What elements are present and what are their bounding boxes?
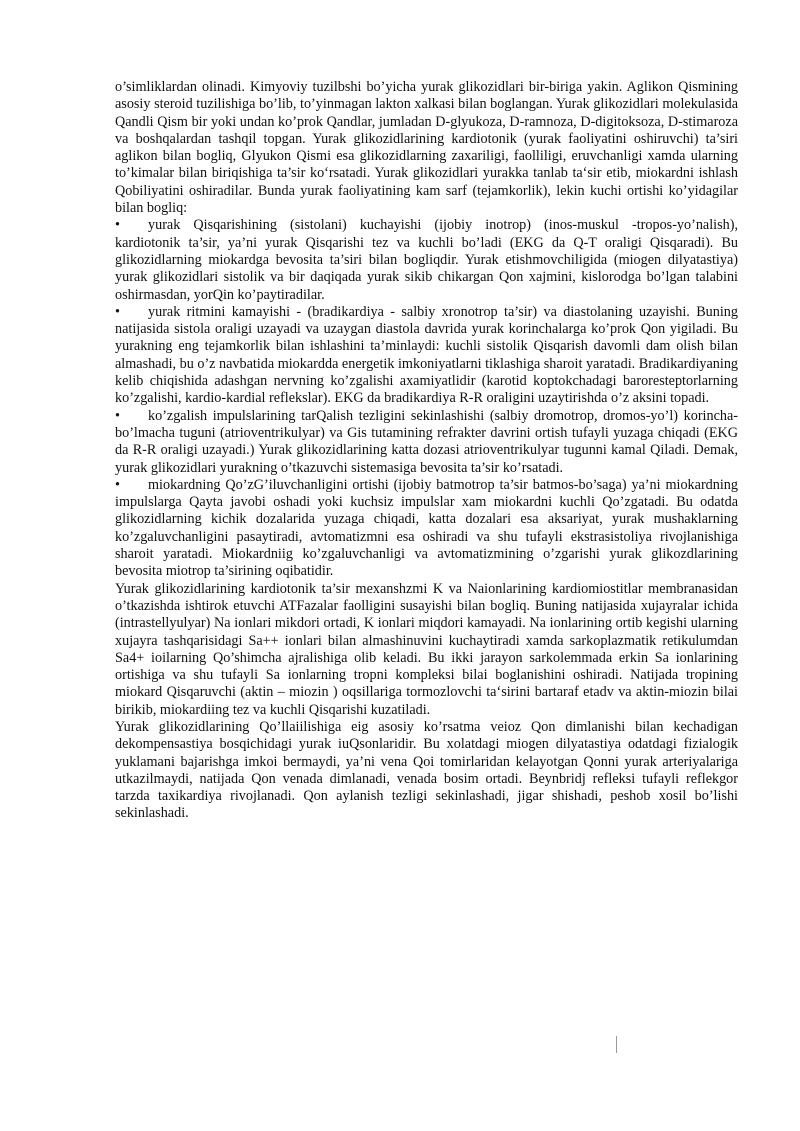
bullet-marker: •: [115, 476, 120, 493]
bullet-item-xronotrop: [115, 304, 738, 408]
document-text-body: [115, 79, 738, 823]
bullet-text: ko’zgalish impulslarining tarQalish tezligini sekinlashishi (salbiy dromotrop, dromos-yo’l) korincha-bo’lmacha tuguni (atrioventrikulyar) va Gis tutamining refrakter davrini ortish tufayli yuzaga chiqadi (EKG da R-R oraligi uzayadi.) Yurak glikozidlarining katta dozasi atrioventrikulyar tugunni kamal Qiladi. Demak, yurak glikozidlari yurakning o’tkazuvchi sistemasiga bevosita ta’sir ko’rsatadi.: [115, 407, 738, 476]
paragraph-mechanism: Yurak glikozidlarining kardiotonik ta’sir mexanshzmi K va Naionlarining kardiomiostitlar membranasidan o’tkazishda ishtirok etuvchi ATFazalar faolligini susayishi bilan bogliq. Buning natijasida xujayralar ichida (intrastellyulyar) Na ionlari mikdori ortadi, K ionlari miqdori kamayadi. Na ionlarining ortib kegishi ularning xujayra tashqarisidagi Sa++ ionlari bilan almashinuvini kuchaytiradi xamda sarkoplazmatik retikulumdan Sa4+ ioilarning Qo’shimcha ajralishiga olib keladi. Bu ikki jarayon sarkolemmada erkin Sa ionlarining ortishiga va shu tufayli Sa ionlarning tropni kompleksi bilai boglanishini oshiradi. Natijada tropining miokard Qisqaruvchi (aktin – miozin ) oqsillariga tormozlovchi ta‘sirini bartaraf etadv va aktin-miozin bilai birikib, miokardiing tez va kuchli Qisqarishi kuzatiladi.: [115, 580, 738, 718]
bullet-item-batmotrop: [115, 477, 738, 581]
page-number-marker: [616, 1036, 617, 1053]
bullet-item-dromotrop: [115, 408, 738, 477]
bullet-marker: •: [115, 217, 120, 234]
bullet-text: yurak Qisqarishining (sistolani) kuchayishi (ijobiy inotrop) (inos-muskul -tropos-yo’nalish), kardiotonik ta’sir, ya’ni yurak Qisqarishi tez va kuchli bo’ladi (EKG da Q-T oraligi Qisqaradi). Bu glikozidlarning miokardga bevosita ta’siri bilan bogliqdir. Yurak etishmovchiligida (miogen dilyatastiya) yurak glikozidlari sistolik va bir daqiqada yurak sikib chikargan Qon xajmini, kislorodga bo’lgan talabini oshirmasdan, yorQin ko’paytiradilar.: [115, 217, 738, 303]
bullet-marker: •: [115, 407, 120, 424]
bullet-item-inotrop: [115, 217, 738, 303]
paragraph-indications: Yurak glikozidlarining Qo’llaiilishiga eig asosiy ko’rsatma veioz Qon dimlanishi bilan kechadigan dekompensastiya bosqichidagi yurak iuQsonlaridir. Bu xolatdagi miogen dilyatastiya odatdagi fizialogik yuklamani bajarishga imkoi bermaydi, ya’ni vena Qoi tomirlaridan kelayotgan Qonni yurak arteriyalariga utkazilmaydi, natijada Qon venada dimlanadi, venada bosim ortadi. Beynbridj refleksi tufayli reflekgor tarzda taxikardiya rivojlanadi. Qon aylanish tezligi sekinlashadi, jigar shishadi, peshob xosil bo’lishi sekinlashadi.: [115, 718, 738, 822]
bullet-marker: •: [115, 303, 120, 320]
bullet-text: miokardning Qo’zG’iluvchanligini ortishi (ijobiy batmotrop ta’sir batmos-bo’saga) ya’ni miokardning impulslarga Qayta javobi oshadi yoki kuchsiz impulslar xam miokardni kuchli Qo’zgatadi. Bu odatda glikozidlarning kichik dozalarida yuzaga chiqadi, katta dozalari esa aksariyat, yurak mushaklarning ko’zgaluvchanligini pasaytiradi, avtomatizmni esa oshiradi va shu tufayli ekstrasistoliya rivojlanishiga sharoit yaratadi. Miokardniig ko’zgaluvchanligi va avtomatizmining o’zgarishi yurak glikozdlarining bevosita miotrop ta’sirining oqibatidir.: [115, 476, 738, 580]
bullet-text: yurak ritmini kamayishi - (bradikardiya - salbiy xronotrop ta’sir) va diastolaning uzayishi. Buning natijasida sistola oraligi uzayadi va uzaygan diastola davrida yurak korinchalarga ko’prok Qon yigiladi. Bu yurakning eng tejamkorlik bilan ishlashini ta’minlaydi: kuchli sistolik Qisqarish davomli dam olish bilan almashadi, bu o’z navbatida miokardda energetik imkoniyatlarni tiklashiga sharoit yaratadi. Bradikardiyaning kelib chiqishida adashgan nervning ko’zgalishi axamiyatlidir (karotid koptokchadagi baroresteptorlarning ko’zgalishi, kardio-kardial reflekslar). EKG da bradikardiya R-R oraligini uzaytirishda o’z aksini topadi.: [115, 303, 739, 407]
paragraph-intro: o’simliklardan olinadi. Kimyoviy tuzilbshi bo’yicha yurak glikozidlari bir-biriga yakin. Aglikon Qismining asosiy steroid tuzilishiga bo’lib, to’yinmagan lakton xalkasi bilan boglangan. Yurak glikozidlari molekulasida Qandli Qism bir yoki undan ko’prok Qandlar, jumladan D-glyukoza, D-ramnoza, D-digitoksoza, D-stimaroza va boshqalardan tashqil topgan. Yurak glikozidlarining kardiotonik (yurak faoliyatini oshiruvchi) ta’siri aglikon bilan bogliq, Glyukon Qismi esa glikozidlarning zaxariligi, faolliligi, eruvchanligi xamda ularning to’kimalar bilan biriqishiga ta’sir ko‘rsatadi. Yurak glikozidlari yurakka tanlab ta‘sir etib, miokardni ishlash Qobiliyatini oshiradilar. Bunda yurak faoliyatining kam sarf (tejamkorlik), lekin kuchi ortishi ko’yidagilar bilan bogliq:: [115, 79, 738, 217]
